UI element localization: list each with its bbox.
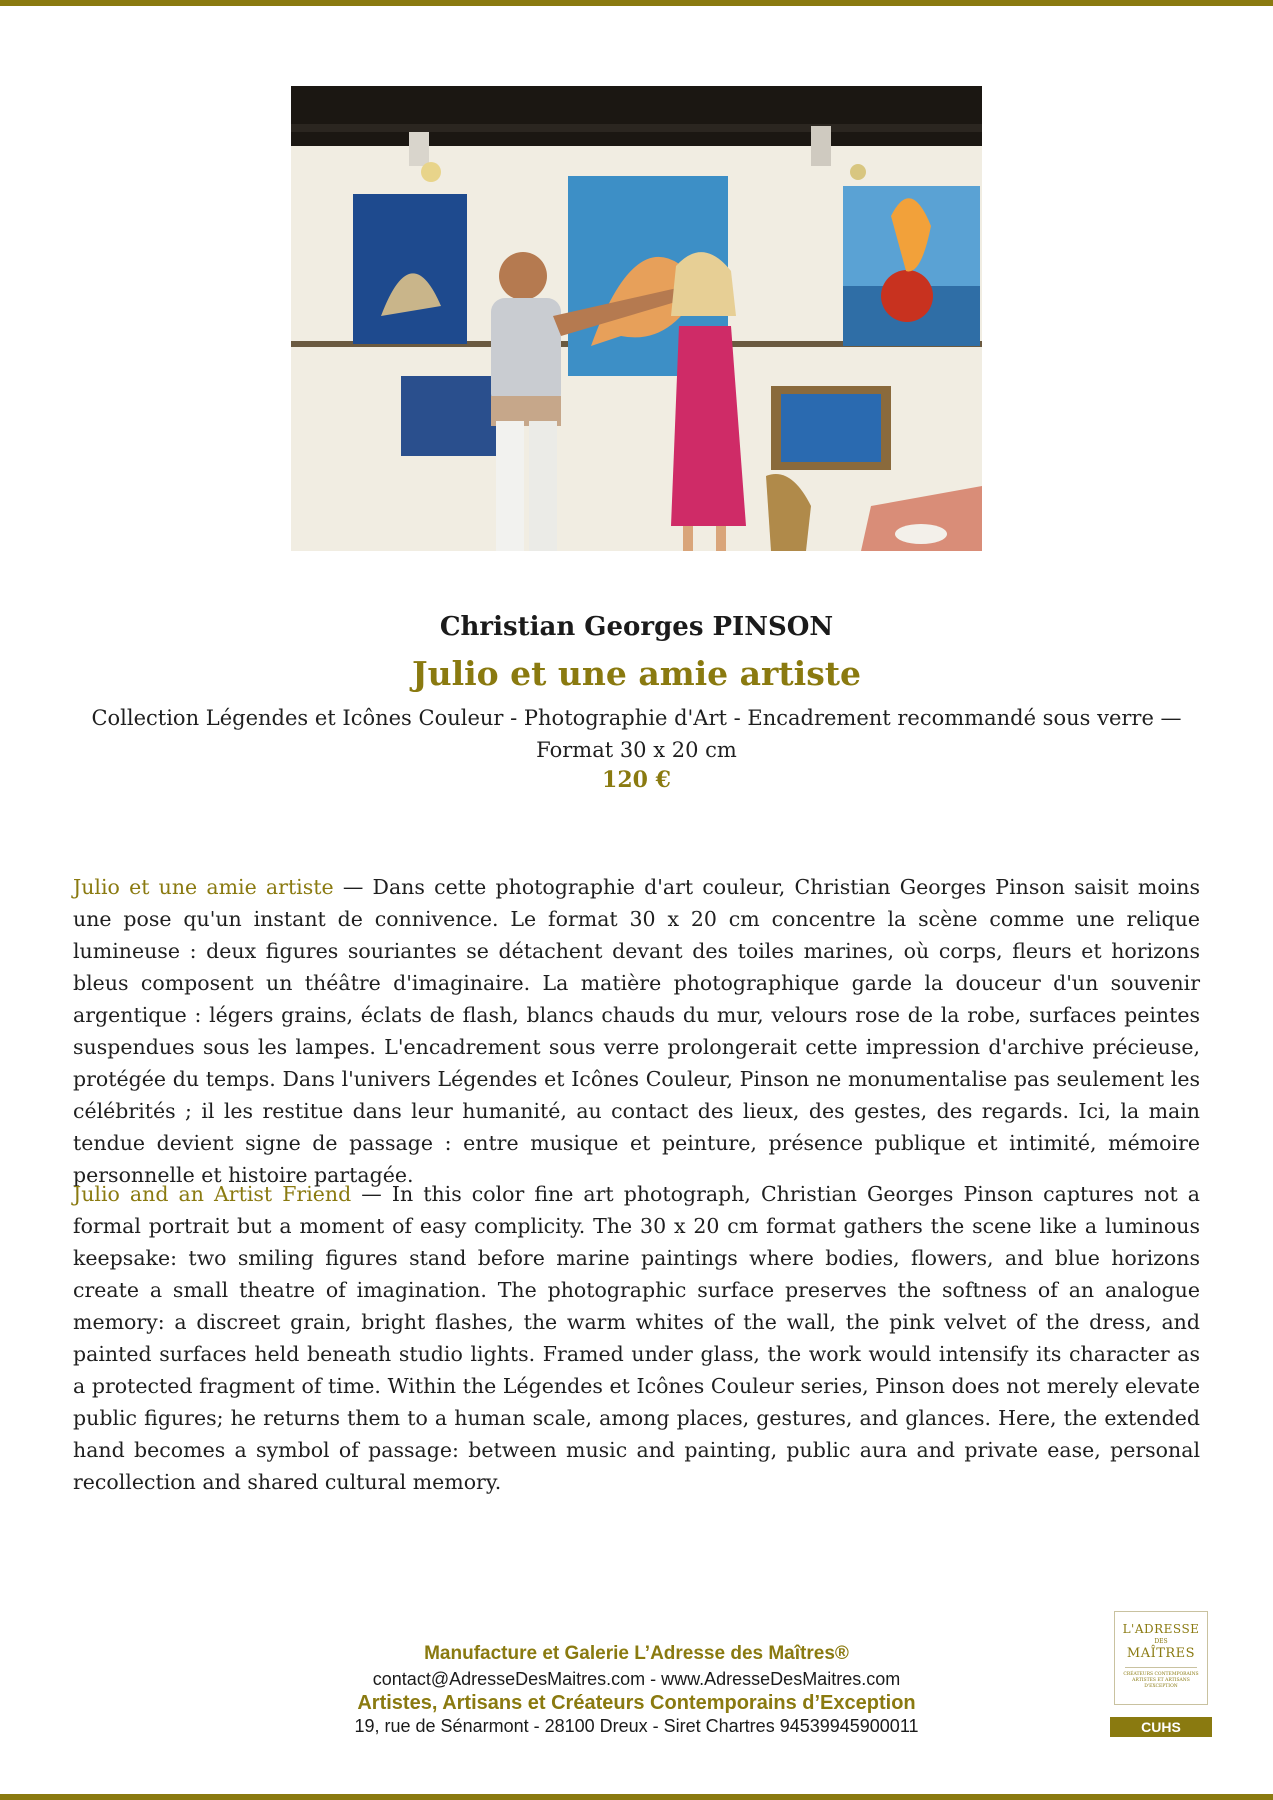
- logo-line-1: L'ADRESSE: [1122, 1622, 1200, 1636]
- footer-contact[interactable]: contact@AdresseDesMaitres.com - www.AdresseDesMaitres.com: [372, 1669, 901, 1689]
- description-english-text: — In this color fine art photograph, Christian Georges Pinson captures not a formal portrait but a moment of easy complicity. The 30 x 20 cm format gathers the scene like a luminous keepsake: two smiling figures stand before marine paintings where bodies, flowers, and blue horizons create a small theatre of imagination. The photographic surface preserves the softness of an analogue memory: a discreet grain, bright flashes, the warm whites of the wall, the pink velvet of the dress, and painted surfaces held beneath studio lights. Framed under glass, the work would intensify its character as a protected fragment of time. Within the Légendes et Icônes Couleur series, Pinson does not merely elevate public figures; he returns them to a human scale, among places, gestures, and glances. Here, the extended hand becomes a symbol of passage: between music and painting, public aura and private ease, personal recollection and shared cultural memory.: [73, 1182, 1200, 1494]
- footer-tagline: Artistes, Artisans et Créateurs Contemporains d’Exception: [357, 1692, 916, 1714]
- logo-badge: CUHS: [1110, 1717, 1212, 1737]
- artwork-subtitle: Collection Légendes et Icônes Couleur - Photographie d'Art - Encadrement recommandé sous verre — Format 30 x 20 cm: [91, 706, 1182, 762]
- logo-line-3: MAÎTRES: [1126, 1646, 1196, 1661]
- description-french-text: — Dans cette photographie d'art couleur, Christian Georges Pinson saisit moins une pose qu'un instant de connivence. Le format 30 x 20 cm concentre la scène comme une relique lumineuse : deux figures souriantes se détachent devant des toiles marines, où corps, fleurs et horizons bleus composent un théâtre d'imaginaire. La matière photographique garde la douceur d'un souvenir argentique : légers grains, éclats de flash, blancs chauds du mur, velours rose de la robe, surfaces peintes suspendues sous les lampes. L'encadrement sous verre prolongerait cette impression d'archive précieuse, protégée du temps. Dans l'univers Légendes et Icônes Couleur, Pinson ne monumentalise pas seulement les célébrités ; il les restitue dans leur humanité, au contact des lieux, des gestes, des regards. Ici, la main tendue devient signe de passage : entre musique et peinture, présence publique et intimité, mémoire personnelle et histoire partagée.: [73, 875, 1200, 1187]
- logo-divider: [1125, 1667, 1197, 1668]
- bottom-border: [0, 1794, 1273, 1800]
- logo-line-4: CRÉATEURS CONTEMPORAINS ARTISTES ET ARTISANS D'EXCEPTION: [1123, 1672, 1199, 1689]
- description-french: [73, 871, 1200, 1191]
- artist-name: Christian Georges PINSON: [439, 612, 834, 642]
- artwork-price: 120 €: [602, 767, 671, 793]
- description-french-lead: Julio et une amie artiste: [73, 875, 334, 899]
- gallery-logo: [1114, 1611, 1208, 1705]
- artwork-title: Julio et une amie artiste: [411, 654, 862, 693]
- description-english-lead: Julio and an Artist Friend: [73, 1182, 352, 1206]
- artwork-photo: [291, 86, 982, 551]
- top-border: [0, 0, 1273, 6]
- artwork-image: [291, 86, 982, 551]
- description-english: [73, 1178, 1200, 1498]
- logo-line-2: DES: [1154, 1638, 1168, 1645]
- footer-gallery-name: Manufacture et Galerie L’Adresse des Maîtres®: [424, 1643, 849, 1664]
- footer-address: 19, rue de Sénarmont - 28100 Dreux - Siret Chartres 94539945900011: [354, 1716, 919, 1736]
